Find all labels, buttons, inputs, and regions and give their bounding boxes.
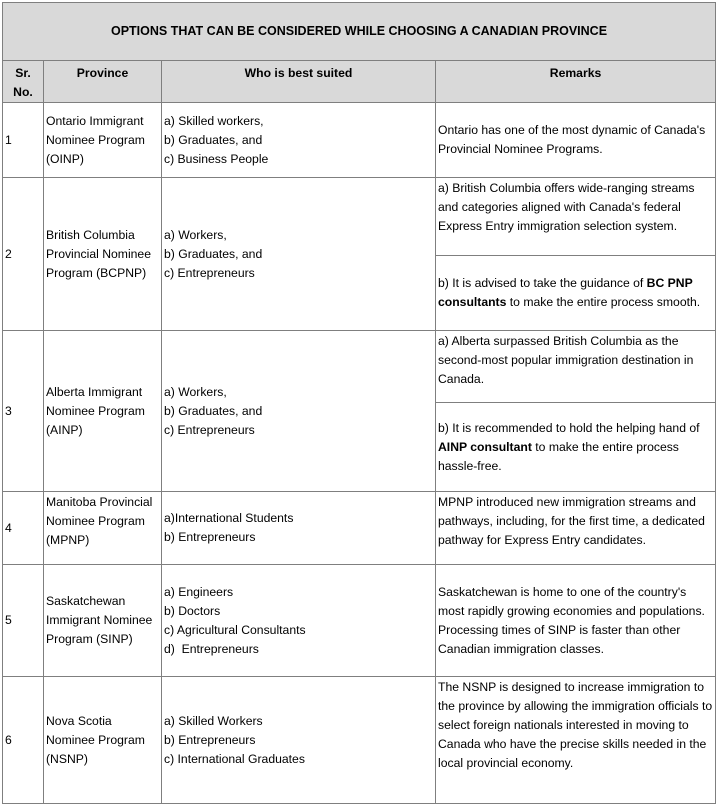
table-title: OPTIONS THAT CAN BE CONSIDERED WHILE CHOOSING A CANADIAN PROVINCE [3,3,716,61]
remark-text: to make the entire process hassle-free. [438,439,679,473]
suited-item: b) Graduates, and [164,403,263,418]
suited-item: b) Doctors [164,603,221,618]
suited-item: c) Agricultural Consultants [164,622,306,637]
best-suited [162,103,436,178]
best-suited [162,331,436,492]
remark-text: to make the entire process smooth. [506,295,701,309]
suited-item: c) Business People [164,151,269,166]
table-row [3,103,716,178]
best-suited [162,565,436,677]
table-title-row [3,3,716,61]
province-options-table [2,2,716,804]
remark: a) British Columbia offers wide-ranging streams and categories aligned with Canada's federal Express Entry immigration selection system. [436,178,716,256]
suited-item: a) Workers, [164,384,227,399]
suited-item: b) Entrepreneurs [164,732,256,747]
province-name: British Columbia Provincial Nominee Program (BCPNP) [44,178,162,331]
suited-item: c) Entrepreneurs [164,422,255,437]
province-name: Ontario Immigrant Nominee Program (OINP) [44,103,162,178]
suited-item: b) Graduates, and [164,246,263,261]
table-row [3,492,716,565]
table-header-row [3,61,716,103]
suited-item: a) Skilled workers, [164,113,264,128]
suited-item: a) Workers, [164,227,227,242]
suited-item: b) Graduates, and [164,132,263,147]
table-row [3,331,716,403]
table-row [3,178,716,256]
remark: a) Alberta surpassed British Columbia as the second-most popular immigration destination in Canada. [436,331,716,403]
best-suited [162,677,436,804]
sr-no: 2 [3,178,44,331]
sr-no: 6 [3,677,44,804]
header-sr-no: Sr. No. [3,61,44,103]
remark: The NSNP is designed to increase immigration to the province by allowing the immigration officials to select foreign nationals interested in moving to Canada who have the precise skills needed in the local provincial economy. [436,677,716,804]
sr-no: 3 [3,331,44,492]
header-remarks: Remarks [436,61,716,103]
sr-no: 1 [3,103,44,178]
header-province: Province [44,61,162,103]
remark: MPNP introduced new immigration streams and pathways, including, for the first time, a dedicated pathway for Express Entry candidates. [436,492,716,565]
remark: Ontario has one of the most dynamic of Canada's Provincial Nominee Programs. [436,103,716,178]
remark-text: b) It is advised to take the guidance of [438,276,647,290]
table-row [3,565,716,677]
table-row [3,677,716,804]
suited-item: a)International Students [164,511,294,525]
province-name: Alberta Immigrant Nominee Program (AINP) [44,331,162,492]
suited-item: c) International Graduates [164,751,305,766]
remark: Saskatchewan is home to one of the country's most rapidly growing economies and populations. Processing times of SINP is faster than other Canadian immigration classes. [436,565,716,677]
province-name: Nova Scotia Nominee Program (NSNP) [44,677,162,804]
consultant-link-text: BC PNP consultants [438,276,693,309]
suited-item: a) Skilled Workers [164,713,263,728]
suited-item: b) Entrepreneurs [164,530,256,544]
sr-no: 5 [3,565,44,677]
remark-text: b) It is recommended to hold the helping hand of [438,420,700,435]
province-name: Manitoba Provincial Nominee Program (MPNP) [44,492,162,565]
sr-no: 4 [3,492,44,565]
province-name: Saskatchewan Immigrant Nominee Program (SINP) [44,565,162,677]
suited-item: a) Engineers [164,584,234,599]
best-suited [162,492,436,565]
remark [436,256,716,331]
suited-item: d) Entrepreneurs [164,641,259,656]
consultant-link-text: AINP consultant [438,439,532,454]
remark [436,403,716,492]
best-suited [162,178,436,331]
suited-item: c) Entrepreneurs [164,265,255,280]
header-who-is-best-suited: Who is best suited [162,61,436,103]
